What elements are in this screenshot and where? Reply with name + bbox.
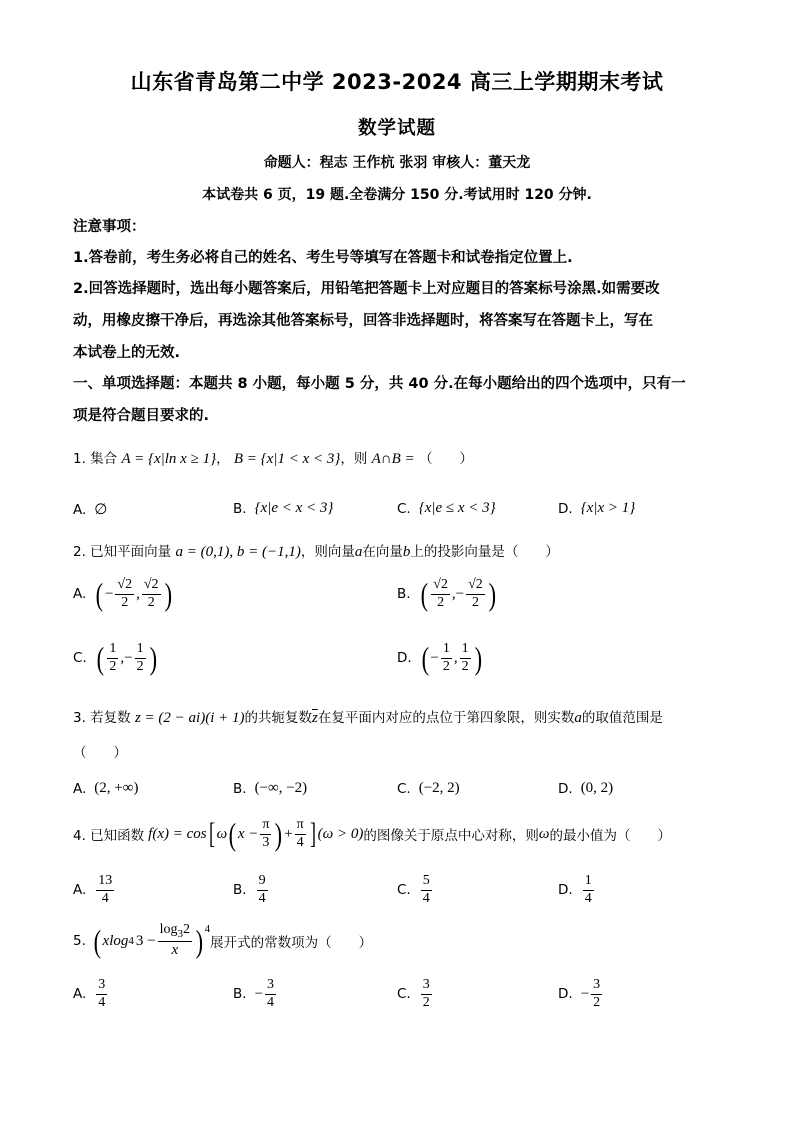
q3-option-b[interactable]: B. (−∞, −2) bbox=[233, 780, 308, 797]
q2-vectors: a = (0,1), b = (−1,1) bbox=[175, 544, 301, 560]
q2-option-b[interactable]: B. ( $\frac{√2}{2}$ , − $\frac{√2}{2}$ ) bbox=[397, 576, 496, 613]
authors-line: 命题人：程志 王作杭 张羽 审核人：董天龙 bbox=[263, 155, 531, 171]
q1-option-a[interactable]: A. ∅ bbox=[73, 501, 108, 518]
q5-option-b[interactable]: B. − $\frac{3}{4}$ bbox=[233, 977, 275, 1010]
q4-option-d[interactable]: D. $\frac{1}{4}$ bbox=[558, 873, 592, 906]
notice-item-2-line-2: 动，用橡皮擦干净后，再选涂其他答案标号，回答非选择题时，将答案写在答题卡上，写在 bbox=[73, 313, 653, 329]
q1-answer-blank: （ ） bbox=[418, 451, 473, 467]
q1-comma: ， bbox=[216, 451, 230, 467]
q3-option-d[interactable]: D. (0, 2) bbox=[558, 780, 614, 797]
question-4-stem: 4. 已知函数 f(x) = cos [ ω ( x − $\frac{\pi}{3}$ ) + $\frac{\pi}{4}$ ] (ω > 0) 的图像关于原点中心对称，则 ω 的最小值为（ ） bbox=[73, 816, 671, 853]
notice-heading: 注意事项： bbox=[73, 219, 146, 235]
q3-option-a[interactable]: A. (2, +∞) bbox=[73, 780, 139, 797]
q3-answer-blank: （ ） bbox=[73, 745, 127, 761]
q5-option-a[interactable]: A. $\frac{3}{4}$ bbox=[73, 977, 106, 1010]
q3-option-c[interactable]: C. (−2, 2) bbox=[397, 780, 460, 797]
exam-info-line: 本试卷共 6 页，19 题.全卷满分 150 分.考试用时 120 分钟. bbox=[202, 187, 592, 203]
q2-option-c[interactable]: C. ( $\frac{1}{2}$ , − $\frac{1}{2}$ ) bbox=[73, 640, 157, 677]
notice-item-2-line-3: 本试卷上的无效. bbox=[73, 345, 181, 361]
notice-item-1: 1.答卷前，考生务必将自己的姓名、考生号等填写在答题卡和试卷指定位置上. bbox=[73, 250, 573, 266]
q1-option-b[interactable]: B. {x|e < x < 3} bbox=[233, 500, 334, 517]
question-2-stem: 2. 已知平面向量 a = (0,1), b = (−1,1)，则向量a在向量b上的投影向量是（ ） bbox=[73, 544, 559, 560]
q1-option-d[interactable]: D. {x|x > 1} bbox=[558, 500, 636, 517]
q4-function: f(x) = cos bbox=[148, 825, 207, 842]
q1-set-b: B = {x|1 < x < 3} bbox=[233, 451, 341, 467]
q5-option-d[interactable]: D. − $\frac{3}{2}$ bbox=[558, 977, 601, 1010]
section-1-heading-line-2: 项是符合题目要求的. bbox=[73, 408, 210, 424]
q2-option-d[interactable]: D. ( − $\frac{1}{2}$ , $\frac{1}{2}$ ) bbox=[397, 640, 482, 677]
notice-item-2-line-1: 2.回答选择题时，选出每小题答案后，用铅笔把答题卡上对应题目的答案标号涂黑.如需要改 bbox=[73, 281, 660, 297]
q1-prefix: 1. 集合 bbox=[73, 451, 118, 467]
exam-subtitle: 数学试题 bbox=[357, 118, 436, 139]
question-3-stem: 3. 若复数 z = (2 − ai)(i + 1)的共轭复数$\overline{z}$在复平面内对应的点位于第四象限，则实数a的取值范围是 bbox=[73, 710, 663, 726]
exam-title: 山东省青岛第二中学 2023-2024 高三上学期期末考试 bbox=[130, 70, 664, 94]
q1-expression: A∩B = bbox=[371, 451, 415, 467]
q2-option-a[interactable]: A. ( − $\frac{√2}{2}$ , $\frac{√2}{2}$ ) bbox=[73, 576, 172, 613]
q5-option-c[interactable]: C. $\frac{3}{2}$ bbox=[397, 977, 430, 1010]
section-1-heading-line-1: 一、单项选择题：本题共 8 小题，每小题 5 分，共 40 分.在每小题给出的四个选项中，只有一 bbox=[73, 376, 686, 392]
question-5-stem: 5. ( xlog 4 3 − $\frac{\log_32}{x}$ ) 4 展开式的常数项为（ ） bbox=[73, 922, 373, 960]
q1-option-c[interactable]: C. {x|e ≤ x < 3} bbox=[397, 500, 496, 517]
q4-option-a[interactable]: A. $\frac{13}{4}$ bbox=[73, 873, 113, 906]
q1-then: ，则 bbox=[340, 451, 368, 467]
q3-expression: z = (2 − ai)(i + 1) bbox=[134, 710, 245, 726]
q1-set-a: A = {x|ln x ≥ 1} bbox=[121, 451, 217, 467]
question-1-stem bbox=[73, 447, 473, 468]
q4-option-c[interactable]: C. $\frac{5}{4}$ bbox=[397, 873, 430, 906]
q4-option-b[interactable]: B. $\frac{9}{4}$ bbox=[233, 873, 266, 906]
